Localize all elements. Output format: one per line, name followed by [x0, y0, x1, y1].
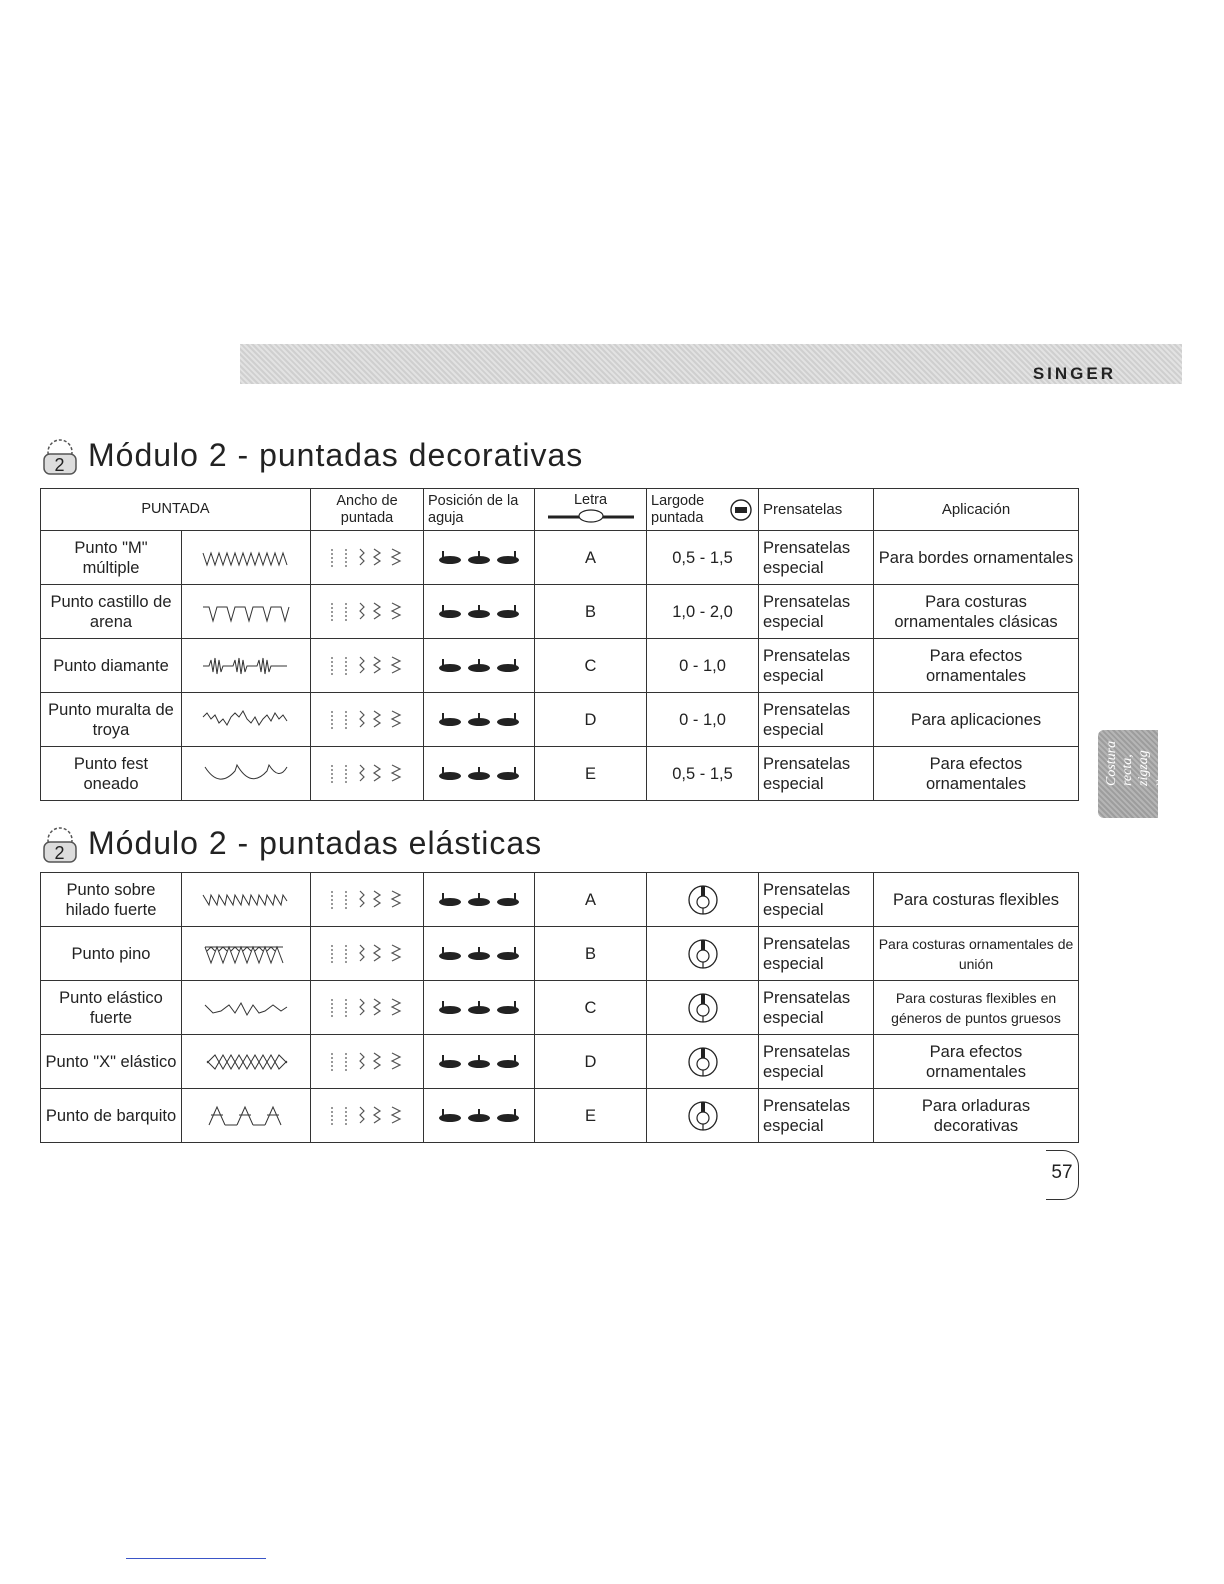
needle-position-icon: [424, 639, 535, 693]
application-value: Para costuras flexibles: [874, 873, 1079, 927]
stitch-pattern-icon: [182, 747, 311, 801]
stitch-width-icon: [311, 693, 424, 747]
module-2-icon: [38, 432, 82, 478]
header-largo-label: Largode puntada: [651, 492, 705, 526]
needle-position-icon: [424, 747, 535, 801]
stitch-width-icon: [311, 927, 424, 981]
stitch-pattern-icon: [182, 873, 311, 927]
stitch-pattern-icon: [182, 927, 311, 981]
letter-value: C: [535, 981, 647, 1035]
application-value: Para costuras ornamentales de unión: [874, 927, 1079, 981]
presser-foot-value: Prensatelas especial: [759, 639, 874, 693]
stitch-name: Punto de barquito: [41, 1089, 182, 1143]
stitch-pattern-icon: [182, 1035, 311, 1089]
table-header-row: [41, 489, 1079, 531]
stitch-name: Punto pino: [41, 927, 182, 981]
application-value: Para efectos ornamentales: [874, 1035, 1079, 1089]
needle-position-icon: [424, 1035, 535, 1089]
stitch-width-icon: [311, 639, 424, 693]
stitch-name: Punto fest oneado: [41, 747, 182, 801]
length-value: 0 - 1,0: [647, 639, 759, 693]
table-row: [41, 747, 1079, 801]
table-row: [41, 981, 1079, 1035]
stitch-name: Punto "M" múltiple: [41, 531, 182, 585]
chapter-side-tab: [1098, 730, 1199, 818]
header-aplicacion: Aplicación: [874, 489, 1079, 531]
stitch-length-dial-icon: [647, 927, 759, 981]
stitch-width-icon: [311, 873, 424, 927]
table-row: [41, 531, 1079, 585]
needle-position-icon: [424, 927, 535, 981]
letter-dial-icon: [546, 509, 636, 523]
length-value: 0,5 - 1,5: [647, 747, 759, 801]
stitch-length-dial-icon: [647, 981, 759, 1035]
presser-foot-value: Prensatelas especial: [759, 585, 874, 639]
application-value: Para costuras ornamentales clásicas: [874, 585, 1079, 639]
presser-foot-value: Prensatelas especial: [759, 747, 874, 801]
table-row: [41, 873, 1079, 927]
svg-text:2: 2: [54, 843, 66, 863]
stitch-width-icon: [311, 585, 424, 639]
header-ancho: Ancho de puntada: [311, 489, 424, 531]
letter-value: E: [535, 1089, 647, 1143]
length-value: 1,0 - 2,0: [647, 585, 759, 639]
header-letra: [535, 489, 647, 531]
presser-foot-value: Prensatelas especial: [759, 927, 874, 981]
needle-position-icon: [424, 873, 535, 927]
presser-foot-value: Prensatelas especial: [759, 873, 874, 927]
stitch-name: Punto diamante: [41, 639, 182, 693]
presser-foot-value: Prensatelas especial: [759, 1035, 874, 1089]
stitch-width-icon: [311, 1089, 424, 1143]
stitch-pattern-icon: [182, 693, 311, 747]
stitch-pattern-icon: [182, 585, 311, 639]
stitch-name: Punto "X" elástico: [41, 1035, 182, 1089]
letter-value: C: [535, 639, 647, 693]
needle-position-icon: [424, 693, 535, 747]
page-number: 57: [1046, 1150, 1079, 1200]
stitch-pattern-icon: [182, 639, 311, 693]
stitch-width-icon: [311, 981, 424, 1035]
needle-position-icon: [424, 585, 535, 639]
table-row: [41, 1035, 1079, 1089]
length-value: 0,5 - 1,5: [647, 531, 759, 585]
stitch-width-icon: [311, 747, 424, 801]
needle-position-icon: [424, 1089, 535, 1143]
stitch-pattern-icon: [182, 1089, 311, 1143]
stitch-width-icon: [311, 1035, 424, 1089]
section-title-text: Módulo 2 - puntadas decorativas: [88, 436, 584, 473]
section-title-elastic: [38, 820, 542, 866]
presser-foot-value: Prensatelas especial: [759, 981, 874, 1035]
application-value: Para bordes ornamentales: [874, 531, 1079, 585]
chapter-side-tab-label: Costura recta, zigzag y otros puntos: [1104, 740, 1199, 786]
presser-foot-value: Prensatelas especial: [759, 531, 874, 585]
header-puntada: PUNTADA: [41, 489, 311, 531]
length-value: 0 - 1,0: [647, 693, 759, 747]
letter-value: B: [535, 585, 647, 639]
svg-text:2: 2: [54, 455, 66, 475]
presser-foot-value: Prensatelas especial: [759, 1089, 874, 1143]
letter-value: A: [535, 531, 647, 585]
header-posicion: Posición de la aguja: [424, 489, 535, 531]
header-largo: [647, 489, 759, 531]
stitch-pattern-icon: [182, 981, 311, 1035]
section-title-decorative: [38, 432, 583, 478]
table-row: [41, 927, 1079, 981]
letter-value: D: [535, 1035, 647, 1089]
stitch-name: Punto muralta de troya: [41, 693, 182, 747]
application-value: Para orladuras decorativas: [874, 1089, 1079, 1143]
letter-value: E: [535, 747, 647, 801]
stitch-name: Punto elástico fuerte: [41, 981, 182, 1035]
module-2-icon: [38, 820, 82, 866]
stitch-name: Punto sobre hilado fuerte: [41, 873, 182, 927]
application-value: Para efectos ornamentales: [874, 747, 1079, 801]
letter-value: D: [535, 693, 647, 747]
header-letra-label: Letra: [573, 491, 608, 508]
stitch-length-dial-icon: [647, 1035, 759, 1089]
needle-position-icon: [424, 531, 535, 585]
table-row: [41, 639, 1079, 693]
stitch-width-icon: [311, 531, 424, 585]
section-title-text: Módulo 2 - puntadas elásticas: [88, 824, 543, 861]
application-value: Para aplicaciones: [874, 693, 1079, 747]
stitch-pattern-icon: [182, 531, 311, 585]
application-value: Para efectos ornamentales: [874, 639, 1079, 693]
letter-value: A: [535, 873, 647, 927]
table-row: [41, 585, 1079, 639]
application-value: Para costuras flexibles en géneros de puntos gruesos: [874, 981, 1079, 1035]
letter-value: B: [535, 927, 647, 981]
table-row: [41, 1089, 1079, 1143]
presser-foot-value: Prensatelas especial: [759, 693, 874, 747]
stitch-name: Punto castillo de arena: [41, 585, 182, 639]
brand-logo: SINGER: [1032, 364, 1116, 383]
decorative-stitch-table: [40, 488, 1079, 801]
stitch-length-dial-icon: [647, 873, 759, 927]
elastic-stitch-table: [40, 872, 1079, 1143]
needle-position-icon: [424, 981, 535, 1035]
stitch-length-dial-icon: [728, 497, 754, 523]
table-row: [41, 693, 1079, 747]
stitch-length-dial-icon: [647, 1089, 759, 1143]
footer-divider: [126, 1558, 266, 1559]
header-prensatelas: Prensatelas: [759, 489, 874, 531]
